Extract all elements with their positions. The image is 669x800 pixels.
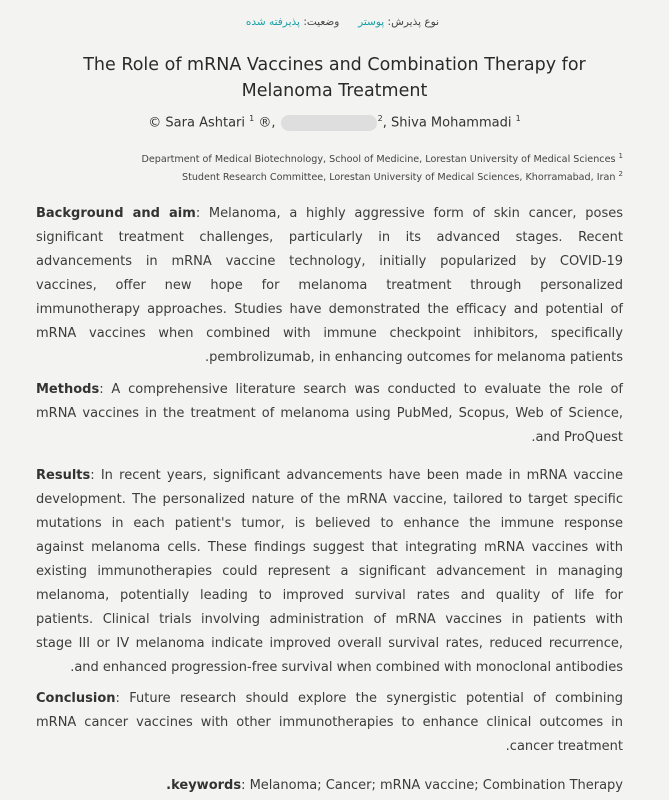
conclusion-line: : Future research should explore the synergistic potential of combining	[115, 691, 623, 706]
affiliation-2-num: 2	[618, 170, 623, 178]
results-section	[36, 464, 623, 680]
status-value: پذیرفته شده	[245, 16, 300, 28]
presentation-type-value: پوستر	[358, 16, 385, 28]
corresponding-mark: ®,	[258, 115, 276, 131]
methods-section	[36, 378, 623, 450]
background-heading: Background and aim	[36, 206, 196, 221]
redacted-author	[281, 115, 377, 131]
acceptance-meta	[246, 16, 439, 28]
presentation-type-label: نوع پذیرش:	[387, 16, 439, 28]
keywords-heading: .keywords	[166, 778, 242, 793]
results-line: patients. Clinical trials involving administration of mRNA vaccines in patients with	[36, 612, 623, 627]
status-label: وضعیت:	[303, 16, 340, 28]
methods-line: : A comprehensive literature search was conducted to evaluate the role of	[99, 382, 623, 397]
results-line: mutations in each patient's tumor, is believed to enhance the immune response	[36, 516, 623, 531]
affiliation-1-text: Department of Medical Biotechnology, School of Medicine, Lorestan University of Medical Sciences	[141, 154, 616, 166]
affiliation-2	[182, 170, 623, 183]
keywords-text: : Melanoma; Cancer; mRNA vaccine; Combination Therapy	[241, 778, 623, 793]
author-3-affil: 1	[515, 114, 521, 123]
methods-line: mRNA vaccines in the treatment of melanoma using PubMed, Scopus, Web of Science,	[36, 406, 623, 421]
results-line: melanoma, potentially leading to improved survival rates and quality of life for	[36, 588, 623, 603]
methods-heading: Methods	[36, 382, 100, 397]
author-list	[0, 114, 669, 131]
background-line: .pembrolizumab, in enhancing outcomes for melanoma patients	[205, 350, 623, 365]
keywords-section	[36, 774, 623, 798]
background-line: mRNA vaccines when combined with immune checkpoint inhibitors, specifically	[36, 326, 623, 341]
conclusion-line: mRNA cancer vaccines with other immunotherapies to enhance clinical outcomes in	[36, 715, 623, 730]
results-heading: Results	[36, 468, 91, 483]
paper-title	[40, 52, 629, 104]
background-line: significant treatment challenges, particularly in its advanced stages. Recent	[36, 230, 623, 245]
affiliation-1-num: 1	[618, 152, 623, 160]
author-1-affil: 1	[249, 114, 255, 123]
results-line: stage III or IV melanoma indicate improved overall survival rates, reduced recurrence,	[36, 636, 623, 651]
methods-line: .and ProQuest	[531, 430, 623, 445]
results-line: .and enhanced progression-free survival when combined with monoclonal antibodies	[70, 660, 623, 675]
results-line: : In recent years, significant advancements have been made in mRNA vaccine	[90, 468, 623, 483]
background-line: immunotherapy approaches. Studies have demonstrated the efficacy and potential of	[36, 302, 623, 317]
background-line: advancements in mRNA vaccine technology, initially popularized by COVID-19	[36, 254, 623, 269]
conclusion-heading: Conclusion	[36, 691, 116, 706]
author-1: © Sara Ashtari	[148, 115, 246, 131]
affiliation-1	[141, 152, 623, 165]
results-line: development. The personalized nature of the mRNA vaccine, tailored to target specific	[36, 492, 623, 507]
background-section	[36, 202, 623, 370]
conclusion-section	[36, 687, 623, 759]
results-line: existing immunotherapies could represent a significant advancement in managing	[36, 564, 623, 579]
background-line: : Melanoma, a highly aggressive form of skin cancer, poses	[195, 206, 624, 221]
title-line-1: The Role of mRNA Vaccines and Combination Therapy for	[83, 55, 586, 75]
results-line: against melanoma cells. These findings suggest that integrating mRNA vaccines with	[36, 540, 623, 555]
affiliation-2-text: Student Research Committee, Lorestan University of Medical Sciences, Khorramabad, Iran	[182, 172, 616, 184]
title-line-2: Melanoma Treatment	[241, 81, 428, 101]
background-line: vaccines, offer new hope for melanoma treatment through personalized	[36, 278, 623, 293]
author-2-affil: 2	[377, 114, 383, 123]
author-3: , Shiva Mohammadi	[382, 115, 512, 131]
conclusion-line: .cancer treatment	[505, 739, 623, 754]
